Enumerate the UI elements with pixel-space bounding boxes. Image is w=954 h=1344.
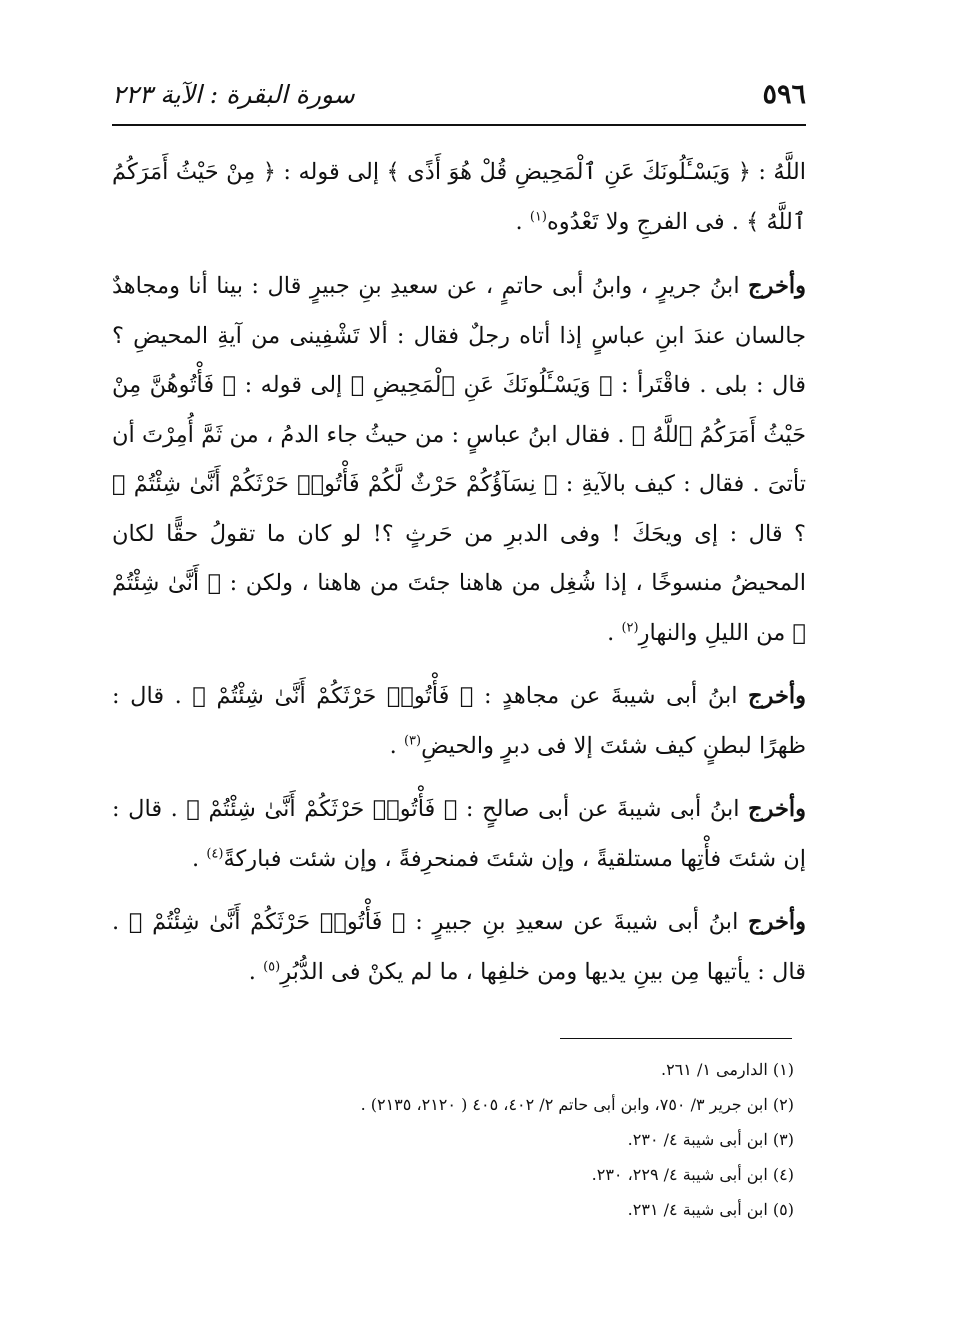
- running-title: سورة البقرة : الآية ٢٢٣: [112, 79, 355, 109]
- paragraph-end: .: [607, 619, 622, 646]
- page-number: ٥٩٦: [762, 78, 806, 110]
- footnote-ref-3: (٣): [403, 733, 422, 748]
- footnote-2: (٢) ابن جرير ٣/ ٧٥٠، وابن أبى حاتم ٢/ ٤٠٢، ٤٠٥ ( ٢١٢٠، ٢١٣٥) .: [360, 1095, 794, 1114]
- footnote-1: (١) الدارمى ١/ ٢٦١.: [660, 1060, 794, 1079]
- paragraph-text: ابنُ جريرٍ ، وابنُ أبى حاتمٍ ، عن سعيدِ بنِ جبيرٍ قال : بينا أنا ومجاهدٌ جالسان عندَ ابنِ عباسٍ إذا أتاه رجلٌ فقال : ألا تَشْفِينى من آيةِ المحيضِ ؟ قال : بلى . فاقْتَرأ : ﴿ وَيَسْـَٔلُونَكَ عَنِ ٱلْمَحِيضِ ﴾ إلى قوله : ﴿ فَأْتُوهُنَّ مِنْ حَيْثُ أَمَرَكُمُ ٱللَّهُ ﴾ . فقال ابنُ عباسٍ : من حيثُ جاء الدمُ ، من ثَمَّ أُمِرْتَ أن تأتىَ . فقال : كيف بالآيةِ : ﴿ نِسَآؤُكُمْ حَرْثٌ لَّكُمْ فَأْتُوا۟ حَرْثَكُمْ أَنَّىٰ شِئْتُمْ ﴾ ؟ قال : إى ويحَكَ ! وفى الدبرِ من حَرثٍ ؟! لو كان ما تقولُ حقًّا لكان المحيضُ منسوخًا ، إذا شُغِل من هاهنا جئتَ من هاهنا ، ولكن : ﴿ أَنَّىٰ شِئْتُمْ ﴾ من الليلِ والنهارِ: [112, 273, 806, 646]
- paragraph-2: [112, 262, 806, 658]
- main-text: [112, 148, 806, 1011]
- paragraph-end: .: [248, 958, 264, 985]
- paragraph-lead: وأخرج: [748, 909, 806, 935]
- paragraph-end: .: [192, 845, 207, 872]
- paragraph-end: .: [389, 732, 404, 759]
- paragraph-text: ابنُ أبى شيبةَ عن مجاهدٍ : ﴿ فَأْتُوا۟ حَرْثَكُمْ أَنَّىٰ شِئْتُمْ ﴾ . قال : ظهرًا لبطنٍ كيف شئتَ إلا فى دبرٍ والحيضِ: [112, 683, 806, 759]
- paragraph-4: [112, 785, 806, 884]
- paragraph-text: اللَّهُ : ﴿ وَيَسْـَٔلُونَكَ عَنِ ٱلْمَحِيضِ قُلْ هُوَ أَذًى ﴾ إلى قوله : ﴿ مِنْ حَيْثُ أَمَرَكُمُ ٱللَّهُ ﴾ . فى الفرجِ ولا تَعْدُوه: [112, 159, 806, 235]
- footnote-ref-5: (٥): [263, 959, 281, 974]
- footnote-3: (٣) ابن أبى شيبة ٤/ ٢٣٠.: [627, 1130, 794, 1149]
- footnote-rule: [560, 1038, 792, 1039]
- paragraph-1: [112, 148, 806, 247]
- footnote-5: (٥) ابن أبى شيبة ٤/ ٢٣١.: [627, 1200, 794, 1219]
- footnote-4: (٤) ابن أبى شيبة ٤/ ٢٢٩، ٢٣٠.: [591, 1165, 794, 1184]
- paragraph-5: [112, 898, 806, 997]
- header-rule: [112, 124, 806, 126]
- paragraph-3: [112, 672, 806, 771]
- footnote-ref-1: (١): [529, 209, 547, 224]
- paragraph-lead: وأخرج: [748, 273, 806, 299]
- paragraph-end: .: [515, 208, 530, 235]
- footnote-ref-4: (٤): [206, 846, 224, 861]
- footnote-ref-2: (٢): [621, 620, 639, 635]
- paragraph-text: ابنُ أبى شيبةَ عن سعيدِ بنِ جبيرٍ : ﴿ فَأْتُوا۟ حَرْثَكُمْ أَنَّىٰ شِئْتُمْ ﴾ . قال : يأتيها مِن بينِ يديها ومن خلفِها ، ما لم يكنْ فى الدُّبُرِ: [112, 909, 806, 985]
- page-header: [112, 72, 806, 116]
- paragraph-text: ابنُ أبى شيبةَ عن أبى صالحٍ : ﴿ فَأْتُوا۟ حَرْثَكُمْ أَنَّىٰ شِئْتُمْ ﴾ . قال : إن شئتَ فأْتِها مستلقيةً ، وإن شئتَ فمنحرِفةً ، وإن شئت فباركةً: [112, 796, 806, 872]
- paragraph-lead: وأخرج: [748, 683, 806, 709]
- footnotes: [112, 1052, 794, 1227]
- paragraph-lead: وأخرج: [748, 796, 806, 822]
